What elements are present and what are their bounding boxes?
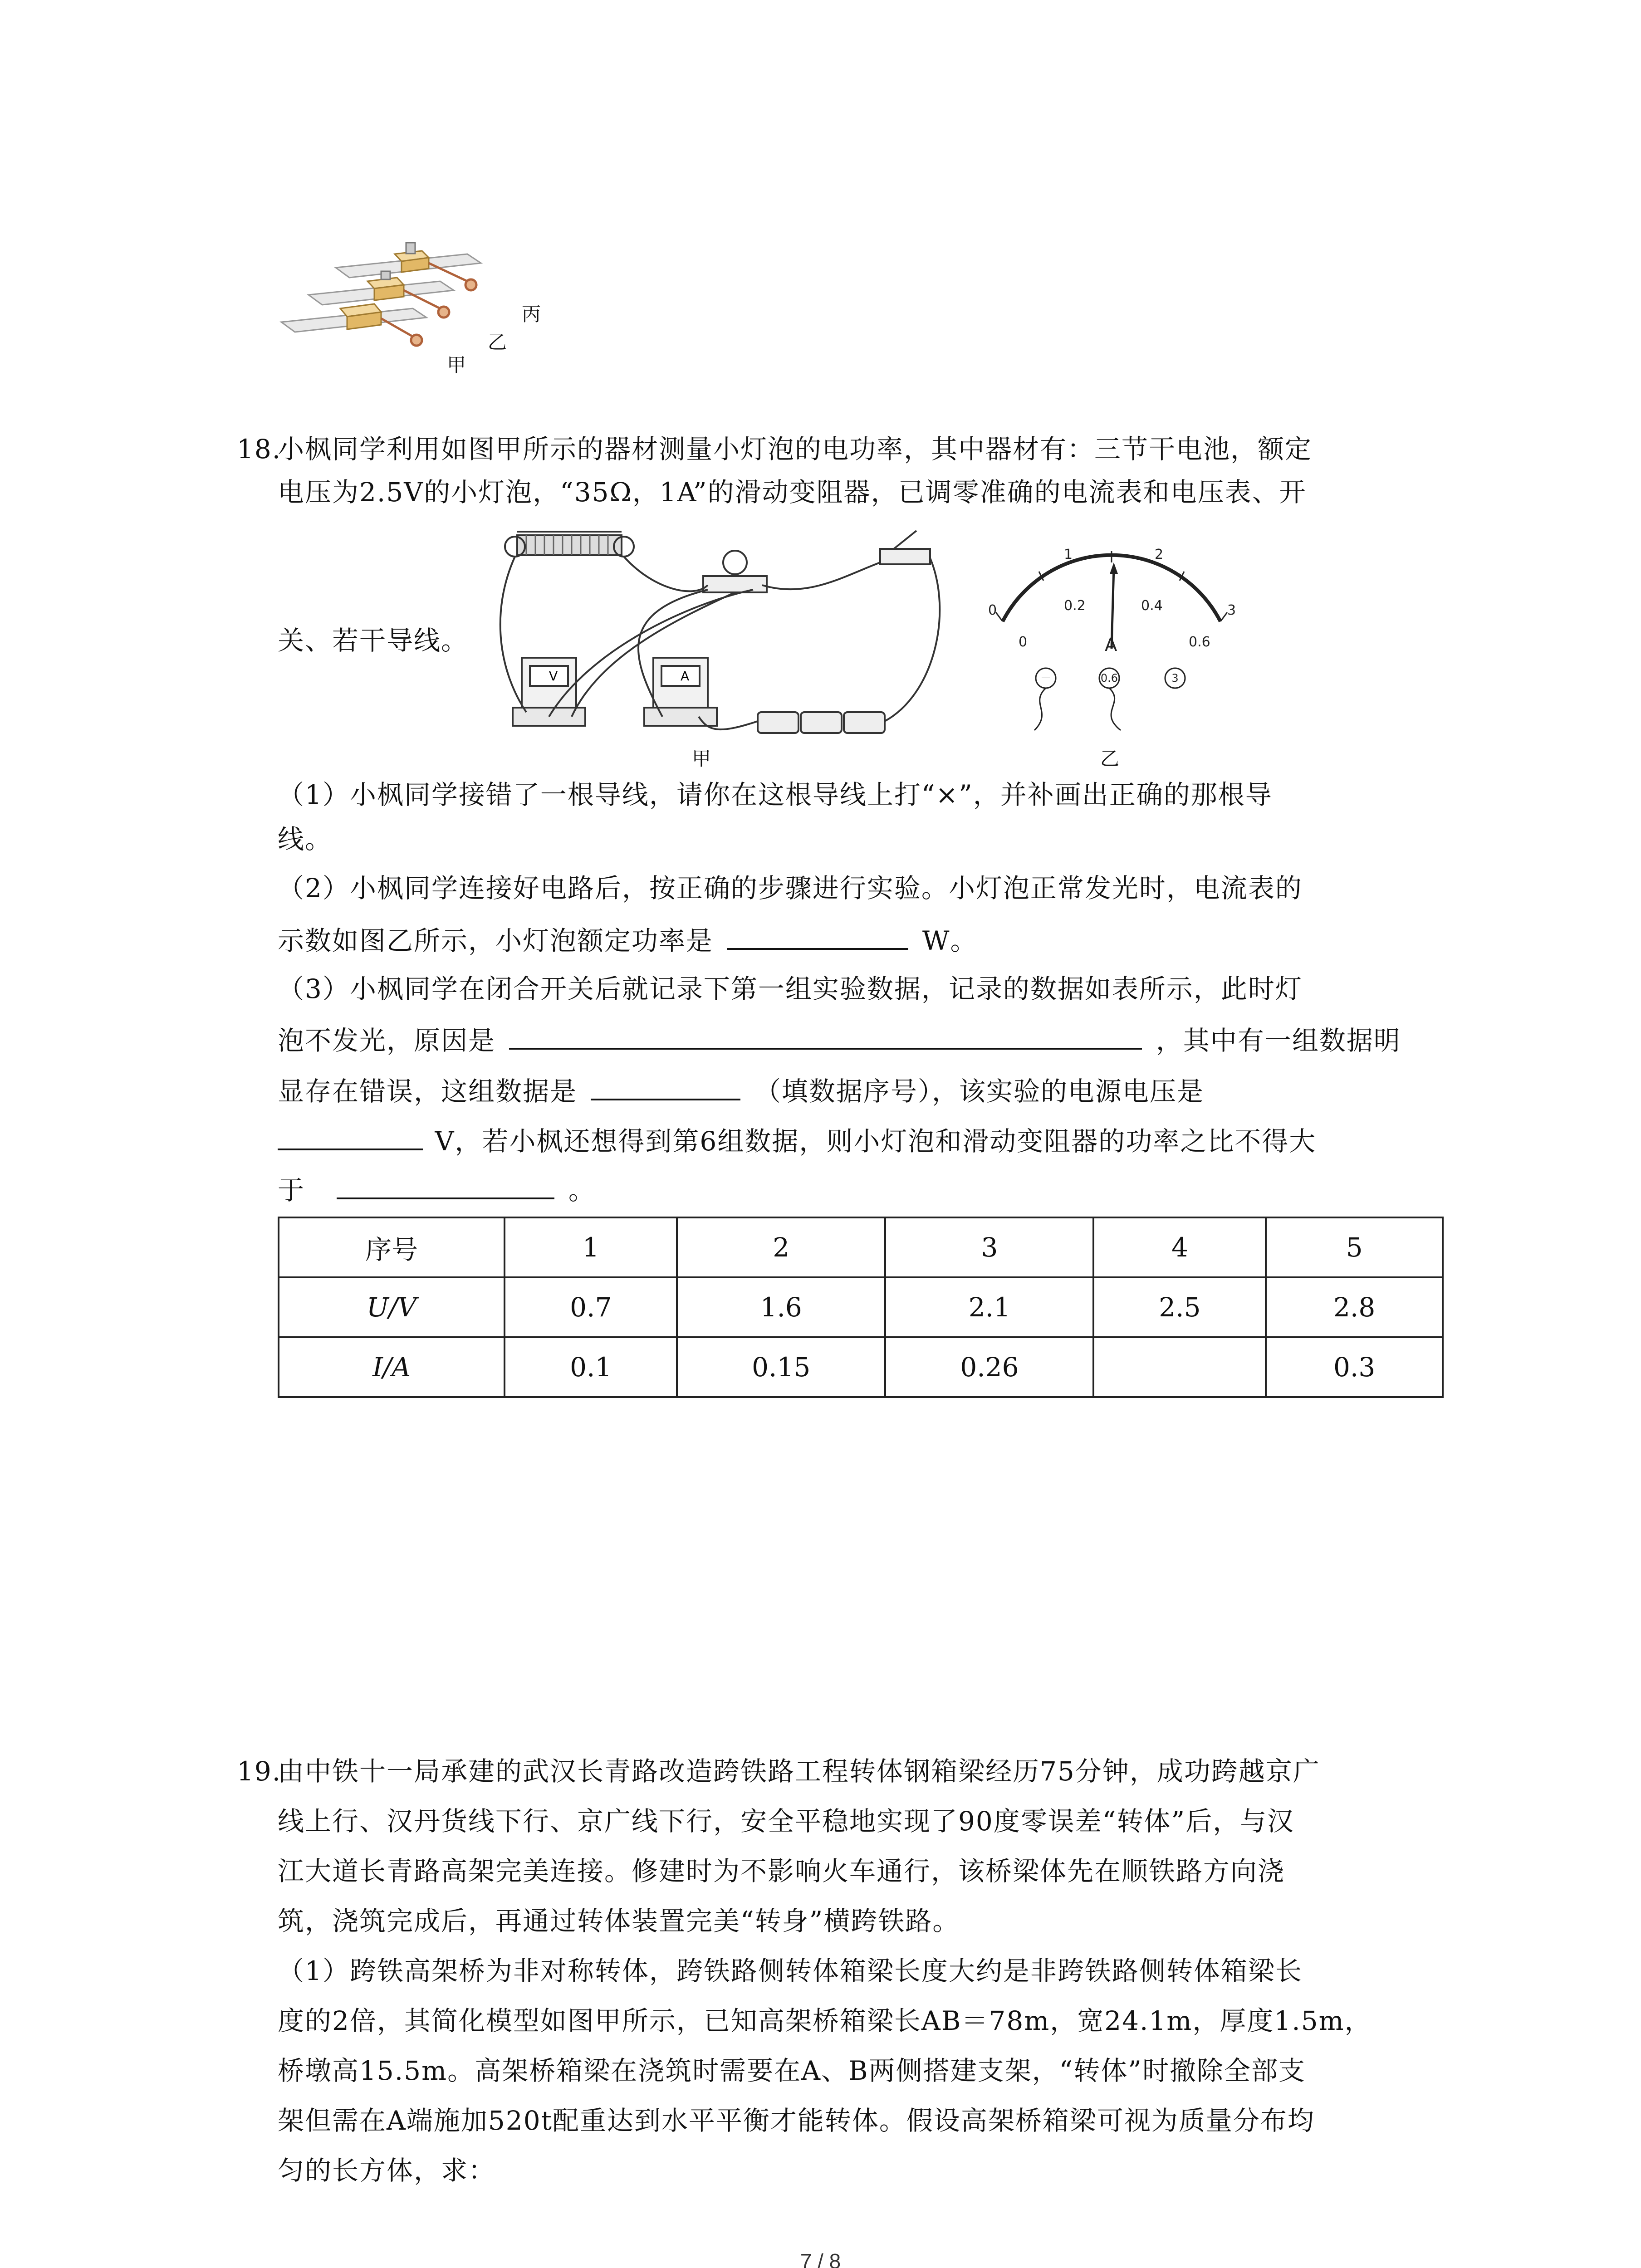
dial-top-2: 2: [1155, 547, 1164, 562]
table-cell-empty[interactable]: [1093, 1337, 1266, 1397]
answer-blank-power-ratio[interactable]: [337, 1170, 554, 1199]
table-cell: U/V: [279, 1277, 505, 1337]
q18-p3-line5: [278, 1170, 596, 1208]
answer-blank-voltage[interactable]: [278, 1121, 423, 1150]
q18-p1-line1: （1）小枫同学接错了一根导线，请你在这根导线上打“×”，并补画出正确的那根导: [278, 779, 1273, 810]
q19-line4: 筑，浇筑完成后，再通过转体装置完美“转身”横跨铁路。: [278, 1906, 960, 1936]
q19-line3: 江大道长青路高架完美连接。修建时为不影响火车通行，该桥梁体先在顺铁路方向浇: [278, 1856, 1285, 1887]
table-cell: I/A: [279, 1337, 505, 1397]
table-header-cell: 3: [885, 1217, 1093, 1277]
q18-p1-line2: 线。: [278, 824, 333, 855]
q18-p3-line4-text: V，若小枫还想得到第6组数据，则小灯泡和滑动变阻器的功率之比不得大: [435, 1126, 1317, 1157]
q18-p3-line5-text: 于: [278, 1175, 305, 1206]
table-cell: 1.6: [677, 1277, 885, 1337]
dial-bottom-0: 0: [1019, 634, 1028, 650]
q18-intro-line2: 电压为2.5V的小灯泡，“35Ω，1A”的滑动变阻器，已调零准确的电流表和电压表、开: [278, 477, 1307, 508]
q19-p1-line1: （1）跨铁高架桥为非对称转体，跨铁路侧转体箱梁长度大约是非跨铁路侧转体箱梁长: [278, 1955, 1303, 1986]
table-row: [279, 1277, 1443, 1337]
dial-top-3: 3: [1227, 602, 1236, 618]
q18-intro-line3: 关、若干导线。: [278, 625, 469, 656]
q18-p3-line3: [278, 1071, 1204, 1110]
table-header-row: [279, 1217, 1443, 1277]
table-cell: 0.7: [505, 1277, 677, 1337]
table-cell: 2.5: [1093, 1277, 1266, 1337]
q19-p1-line2: 度的2倍，其简化模型如图甲所示，已知高架桥箱梁长AB＝78m，宽24.1m，厚度1.5m，: [278, 2005, 1372, 2036]
table-row: [279, 1337, 1443, 1397]
answer-blank-reason[interactable]: [509, 1021, 1142, 1050]
dial-bottom-2: 0.4: [1141, 598, 1163, 614]
table-header-cell: 5: [1266, 1217, 1443, 1277]
table-cell: 2.1: [885, 1277, 1093, 1337]
q19-p1-line4: 架但需在A端施加520t配重达到水平平衡才能转体。假设高架桥箱梁可视为质量分布均: [278, 2105, 1315, 2136]
q18-p2-line2: [278, 921, 978, 959]
dial-top-1: 1: [1064, 547, 1073, 562]
q18-p3-line5-tail: 。: [568, 1175, 596, 1206]
q18-p3-line2-tail: ，其中有一组数据明: [1156, 1025, 1401, 1056]
table-cell: 2.8: [1266, 1277, 1443, 1337]
terminal-06: 0.6: [1100, 672, 1118, 684]
table-header-cell: 4: [1093, 1217, 1266, 1277]
dial-unit: A: [1105, 635, 1117, 655]
q18-number: 18.: [237, 434, 282, 464]
q19-p1-line5: 匀的长方体，求：: [278, 2155, 496, 2186]
q18-p2-line2-text: 示数如图乙所示，小灯泡额定功率是: [278, 925, 714, 956]
voltmeter-letter: V: [549, 669, 558, 684]
label-jia-top: 甲: [447, 354, 466, 376]
ammeter-dial-figure: [975, 531, 1248, 744]
q18-p2-line2-unit: W。: [922, 925, 978, 956]
answer-blank-error-row[interactable]: [591, 1071, 740, 1100]
ammeter-letter: A: [681, 669, 690, 684]
q18-intro-line1: 小枫同学利用如图甲所示的器材测量小灯泡的电功率，其中器材有：三节干电池，额定: [278, 434, 1313, 464]
dial-label-yi: 乙: [1100, 748, 1120, 770]
table-header-cell: 2: [677, 1217, 885, 1277]
answer-blank-rated-power[interactable]: [727, 921, 908, 950]
q18-p3-line4: [278, 1121, 1316, 1159]
terminal-minus: －: [1040, 672, 1051, 684]
data-table: [278, 1217, 1444, 1398]
q18-p3-line2-text: 泡不发光，原因是: [278, 1025, 496, 1056]
block-track-figure: [272, 236, 590, 381]
dial-top-0: 0: [988, 602, 997, 618]
q18-p3-line3-text: 显存在错误，这组数据是: [278, 1076, 578, 1107]
dial-bottom-3: 0.6: [1189, 634, 1210, 650]
q18-p3-line2: [278, 1021, 1401, 1059]
q19-line1: 由中铁十一局承建的武汉长青路改造跨铁路工程转体钢箱梁经历75分钟，成功跨越京广: [278, 1756, 1320, 1787]
circuit-figure: [481, 522, 962, 748]
q18-p3-line3-tail: （填数据序号），该实验的电源电压是: [754, 1076, 1204, 1107]
q18-p2-line1: （2）小枫同学连接好电路后，按正确的步骤进行实验。小灯泡正常发光时，电流表的: [278, 873, 1303, 904]
q18-p3-line1: （3）小枫同学在闭合开关后就记录下第一组实验数据，记录的数据如表所示，此时灯: [278, 973, 1303, 1004]
table-cell: 0.1: [505, 1337, 677, 1397]
page-number: 7 / 8: [800, 2249, 841, 2268]
q19-p1-line3: 桥墩高15.5m。高架桥箱梁在浇筑时需要在A、B两侧搭建支架，“转体”时撤除全部支: [278, 2055, 1306, 2086]
circuit-label-jia: 甲: [692, 748, 711, 770]
table-cell: 0.26: [885, 1337, 1093, 1397]
table-cell: 0.3: [1266, 1337, 1443, 1397]
dial-bottom-1: 0.2: [1064, 598, 1086, 614]
q19-line2: 线上行、汉丹货线下行、京广线下行，安全平稳地实现了90度零误差“转体”后，与汉: [278, 1806, 1295, 1837]
label-yi-top: 乙: [488, 331, 507, 353]
table-header-cell: 1: [505, 1217, 677, 1277]
table-header-cell: 序号: [279, 1217, 505, 1277]
table-cell: 0.15: [677, 1337, 885, 1397]
terminal-3: 3: [1171, 672, 1179, 684]
label-bing: 丙: [522, 303, 541, 325]
q19-number: 19.: [237, 1756, 282, 1787]
